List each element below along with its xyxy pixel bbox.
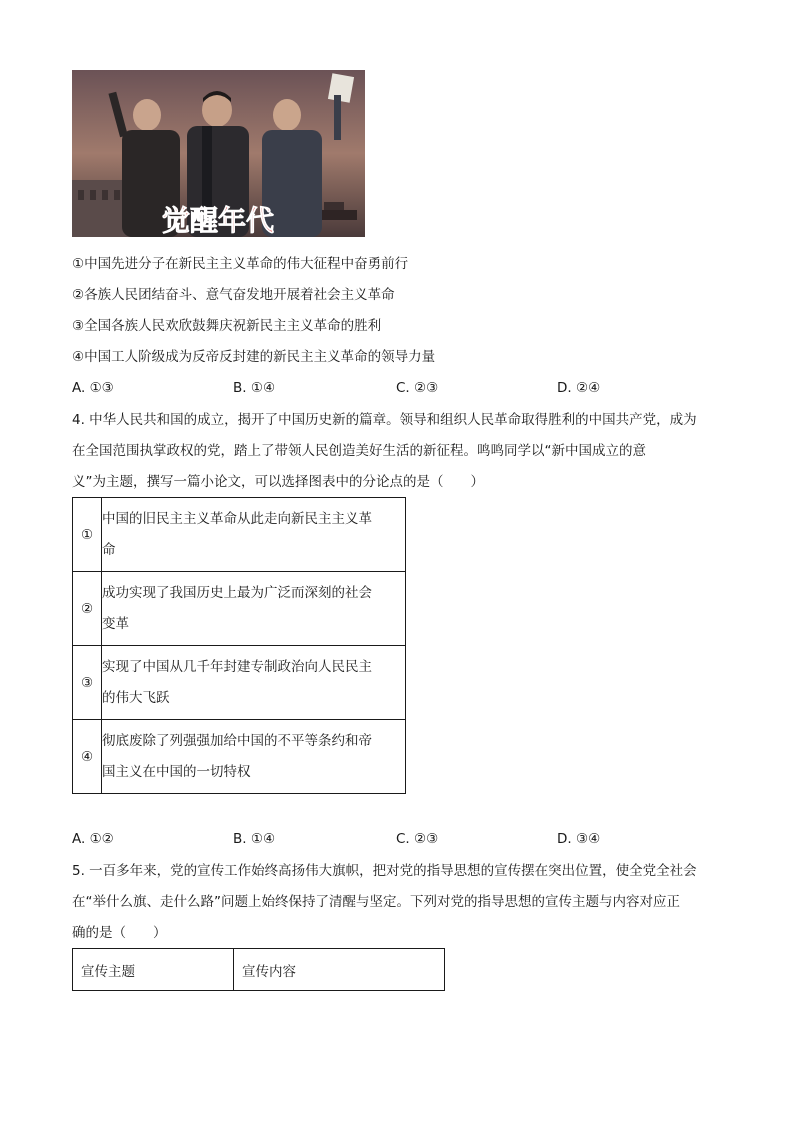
row-number: ② (73, 572, 102, 646)
q3-answer-d[interactable]: D. ②④ (557, 380, 601, 396)
row-number: ③ (73, 646, 102, 720)
poster-title: 觉醒年代 (161, 204, 275, 237)
row-text (102, 498, 406, 572)
q3-option-2: ②各族人民团结奋斗、意气奋发地开展着社会主义革命 (72, 287, 395, 303)
header-cell-topic: 宣传主题 (73, 949, 234, 991)
q4-answer-b[interactable]: B. ①④ (233, 831, 276, 847)
q3-option-4: ④中国工人阶级成为反帝反封建的新民主主义革命的领导力量 (72, 349, 436, 365)
q5-stem-line-2: 在“举什么旗、走什么路”问题上始终保持了清醒与坚定。下列对党的指导思想的宣传主题与内容对应正 (72, 894, 680, 910)
row-text (102, 720, 406, 794)
q4-answer-c[interactable]: C. ②③ (396, 831, 439, 847)
q3-answer-b[interactable]: B. ①④ (233, 380, 276, 396)
row-text (102, 646, 406, 720)
q5-stem-line-1: 5. 一百多年来，党的宣传工作始终高扬伟大旗帜，把对党的指导思想的宣传摆在突出位置，使全党全社会 (72, 863, 697, 879)
header-cell-content: 宣传内容 (234, 949, 445, 991)
q3-answer-a[interactable]: A. ①③ (72, 380, 114, 396)
q5-table (72, 948, 445, 991)
row-text-line-1: 成功实现了我国历史上最为广泛而深刻的社会 (102, 584, 372, 601)
q4-table (72, 497, 406, 794)
table-row (73, 720, 406, 794)
q3-option-3: ③全国各族人民欢欣鼓舞庆祝新民主主义革命的胜利 (72, 318, 382, 334)
q4-stem-line-2: 在全国范围执掌政权的党，踏上了带领人民创造美好生活的新征程。鸣鸣同学以“新中国成立的意 (72, 443, 646, 459)
row-text-line-1: 彻底废除了列强强加给中国的不平等条约和帝 (102, 732, 372, 749)
q4-stem-line-1: 4. 中华人民共和国的成立，揭开了中国历史新的篇章。领导和组织人民革命取得胜利的中国共产党，成为 (72, 412, 697, 428)
poster-illustration (72, 70, 365, 237)
table-row (73, 646, 406, 720)
q5-stem-line-3: 确的是（ ） (72, 925, 167, 941)
row-number: ④ (73, 720, 102, 794)
row-text-line-2: 变革 (102, 615, 129, 632)
row-text-line-2: 国主义在中国的一切特权 (102, 763, 251, 780)
row-text-line-2: 的伟大飞跃 (102, 689, 170, 706)
row-text-line-1: 实现了中国从几千年封建专制政治向人民民主 (102, 658, 372, 675)
row-text-line-1: 中国的旧民主主义革命从此走向新民主主义革 (102, 510, 372, 527)
q3-answer-c[interactable]: C. ②③ (396, 380, 439, 396)
q4-answer-d[interactable]: D. ③④ (557, 831, 601, 847)
row-number: ① (73, 498, 102, 572)
q3-option-1: ①中国先进分子在新民主主义革命的伟大征程中奋勇前行 (72, 256, 409, 272)
poster-image (72, 70, 365, 237)
table-row (73, 572, 406, 646)
row-text-line-2: 命 (102, 541, 116, 558)
q4-answer-a[interactable]: A. ①② (72, 831, 114, 847)
table-row (73, 498, 406, 572)
row-text (102, 572, 406, 646)
table-header-row (73, 949, 445, 991)
q4-stem-line-3: 义”为主题，撰写一篇小论文，可以选择图表中的分论点的是（ ） (72, 474, 484, 490)
